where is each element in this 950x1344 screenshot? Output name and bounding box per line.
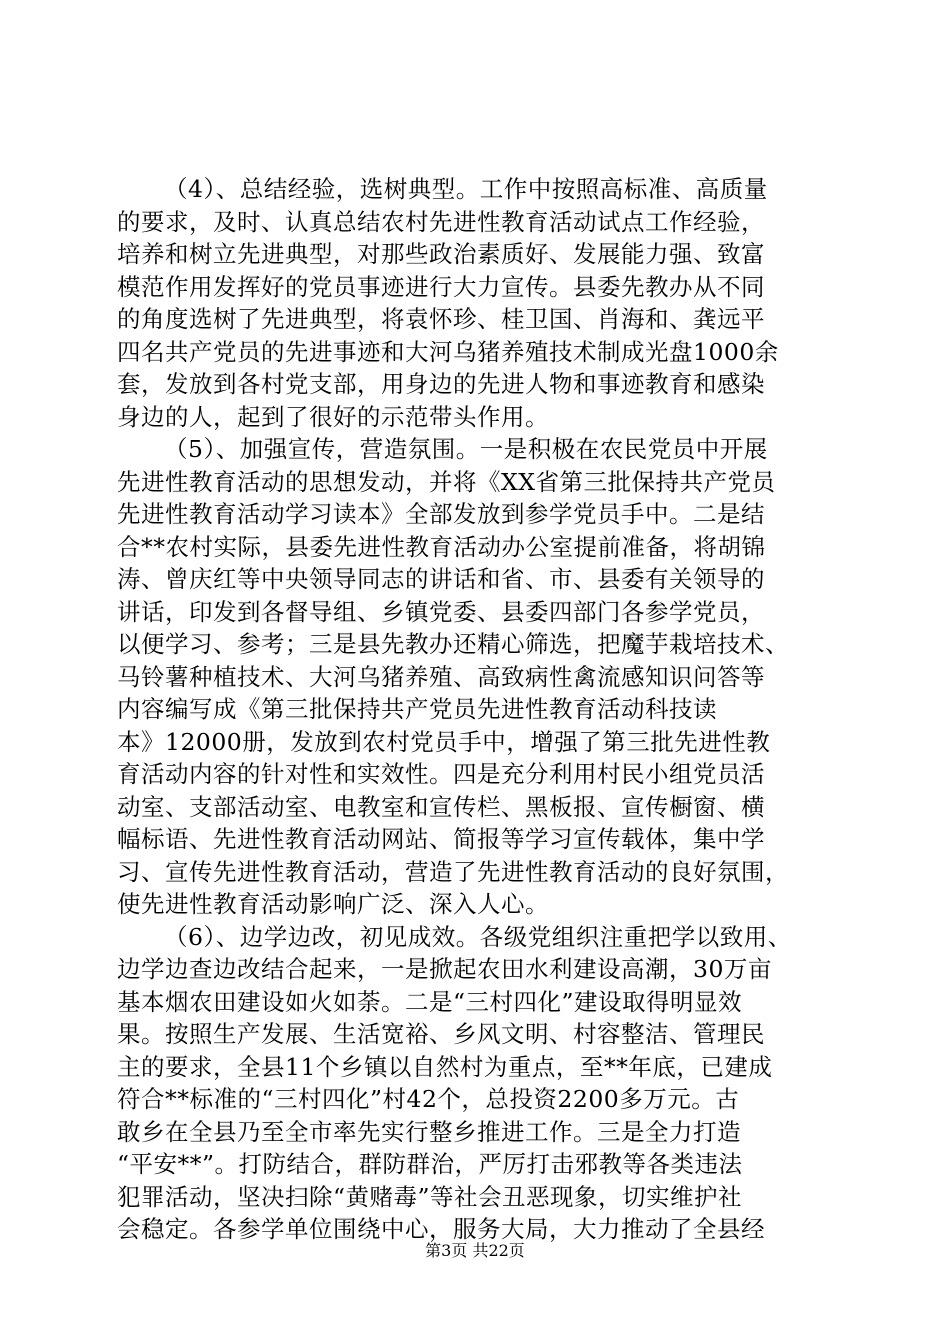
text-line: 马铃薯种植技术、大河乌猪养殖、高致病性禽流感知识问答等 <box>117 662 765 691</box>
text-line: 边学边查边改结合起来，一是掀起农田水利建设高潮，30万亩 <box>117 955 772 983</box>
text-line: 内容编写成《第三批保持共产党员先进性教育活动科技读 <box>117 695 717 723</box>
text-line: 果。按照生产发展、生活宽裕、乡风文明、村容整洁、管理民 <box>117 1020 765 1048</box>
document-body <box>117 173 833 1246</box>
text-line: 本》12000册，发放到农村党员手中，增强了第三批先进性教 <box>117 727 771 756</box>
paragraph-6 <box>117 921 833 1246</box>
text-line: 先进性教育活动的思想发动，并将《XX省第三批保持共产党员 <box>117 467 776 496</box>
text-line: 育活动内容的针对性和实效性。四是充分利用村民小组党员活 <box>117 760 765 788</box>
text-line: 讲话，印发到各督导组、乡镇党委、县委四部门各参学党员， <box>117 597 765 626</box>
text-line: 基本烟农田建设如火如荼。二是“三村四化”建设取得明显效 <box>117 987 743 1016</box>
text-line: 敢乡在全县乃至全市率先实行整乡推进工作。三是全力打造 <box>117 1117 741 1146</box>
text-line: 符合**标准的“三村四化”村42个，总投资2200多万元。古 <box>117 1085 740 1113</box>
text-line: “平安**”。打防结合，群防群治，严厉打击邪教等各类违法 <box>117 1150 743 1178</box>
text-line: 的角度选树了先进典型，将袁怀珍、桂卫国、肖海和、龚远平 <box>117 305 765 333</box>
text-line: 习、宣传先进性教育活动，营造了先进性教育活动的良好氛围， <box>117 857 789 886</box>
text-line: 培养和树立先进典型，对那些政治素质好、发展能力强、致富 <box>117 240 765 268</box>
text-line: 犯罪活动，坚决扫除“黄赌毒”等社会丑恶现象，切实维护社 <box>117 1182 743 1211</box>
text-line: 身边的人，起到了很好的示范带头作用。 <box>117 402 549 431</box>
text-line: 动室、支部活动室、电教室和宣传栏、黑板报、宣传橱窗、横 <box>117 792 765 821</box>
text-line: 四名共产党员的先进事迹和大河乌猪养殖技术制成光盘1000余 <box>117 337 779 366</box>
text-line: 涛、曾庆红等中央领导同志的讲话和省、市、县委有关领导的 <box>117 565 765 593</box>
text-line: （6）、边学边改，初见成效。各级党组织注重把学以致用、 <box>164 922 792 951</box>
paragraph-4 <box>117 173 833 433</box>
text-line: 先进性教育活动学习读本》全部发放到参学党员手中。二是结 <box>117 500 765 528</box>
text-line: 会稳定。各参学单位围绕中心，服务大局，大力推动了全县经 <box>117 1215 765 1243</box>
text-line: 幅标语、先进性教育活动网站、简报等学习宣传载体，集中学 <box>117 825 765 853</box>
page-number-footer: 第3页 共22页 <box>425 1241 525 1260</box>
paragraph-5 <box>117 433 833 921</box>
text-line: 合**农村实际，县委先进性教育活动办公室提前准备，将胡锦 <box>117 532 766 561</box>
text-line: （4）、总结经验，选树典型。工作中按照高标准、高质量 <box>164 175 768 203</box>
text-line: （5）、加强宣传，营造氛围。一是积极在农民党员中开展 <box>164 435 768 463</box>
text-line: 模范作用发挥好的党员事迹进行大力宣传。县委先教办从不同 <box>117 272 765 301</box>
text-line: 使先进性教育活动影响广泛、深入人心。 <box>117 890 549 918</box>
text-line: 以便学习、参考；三是县先教办还精心筛选，把魔芋栽培技术、 <box>117 630 789 658</box>
text-line: 套，发放到各村党支部，用身边的先进人物和事迹教育和感染 <box>117 370 765 398</box>
text-line: 的要求，及时、认真总结农村先进性教育活动试点工作经验， <box>117 207 765 236</box>
text-line: 主的要求，全县11个乡镇以自然村为重点，至**年底，已建成 <box>117 1052 773 1081</box>
